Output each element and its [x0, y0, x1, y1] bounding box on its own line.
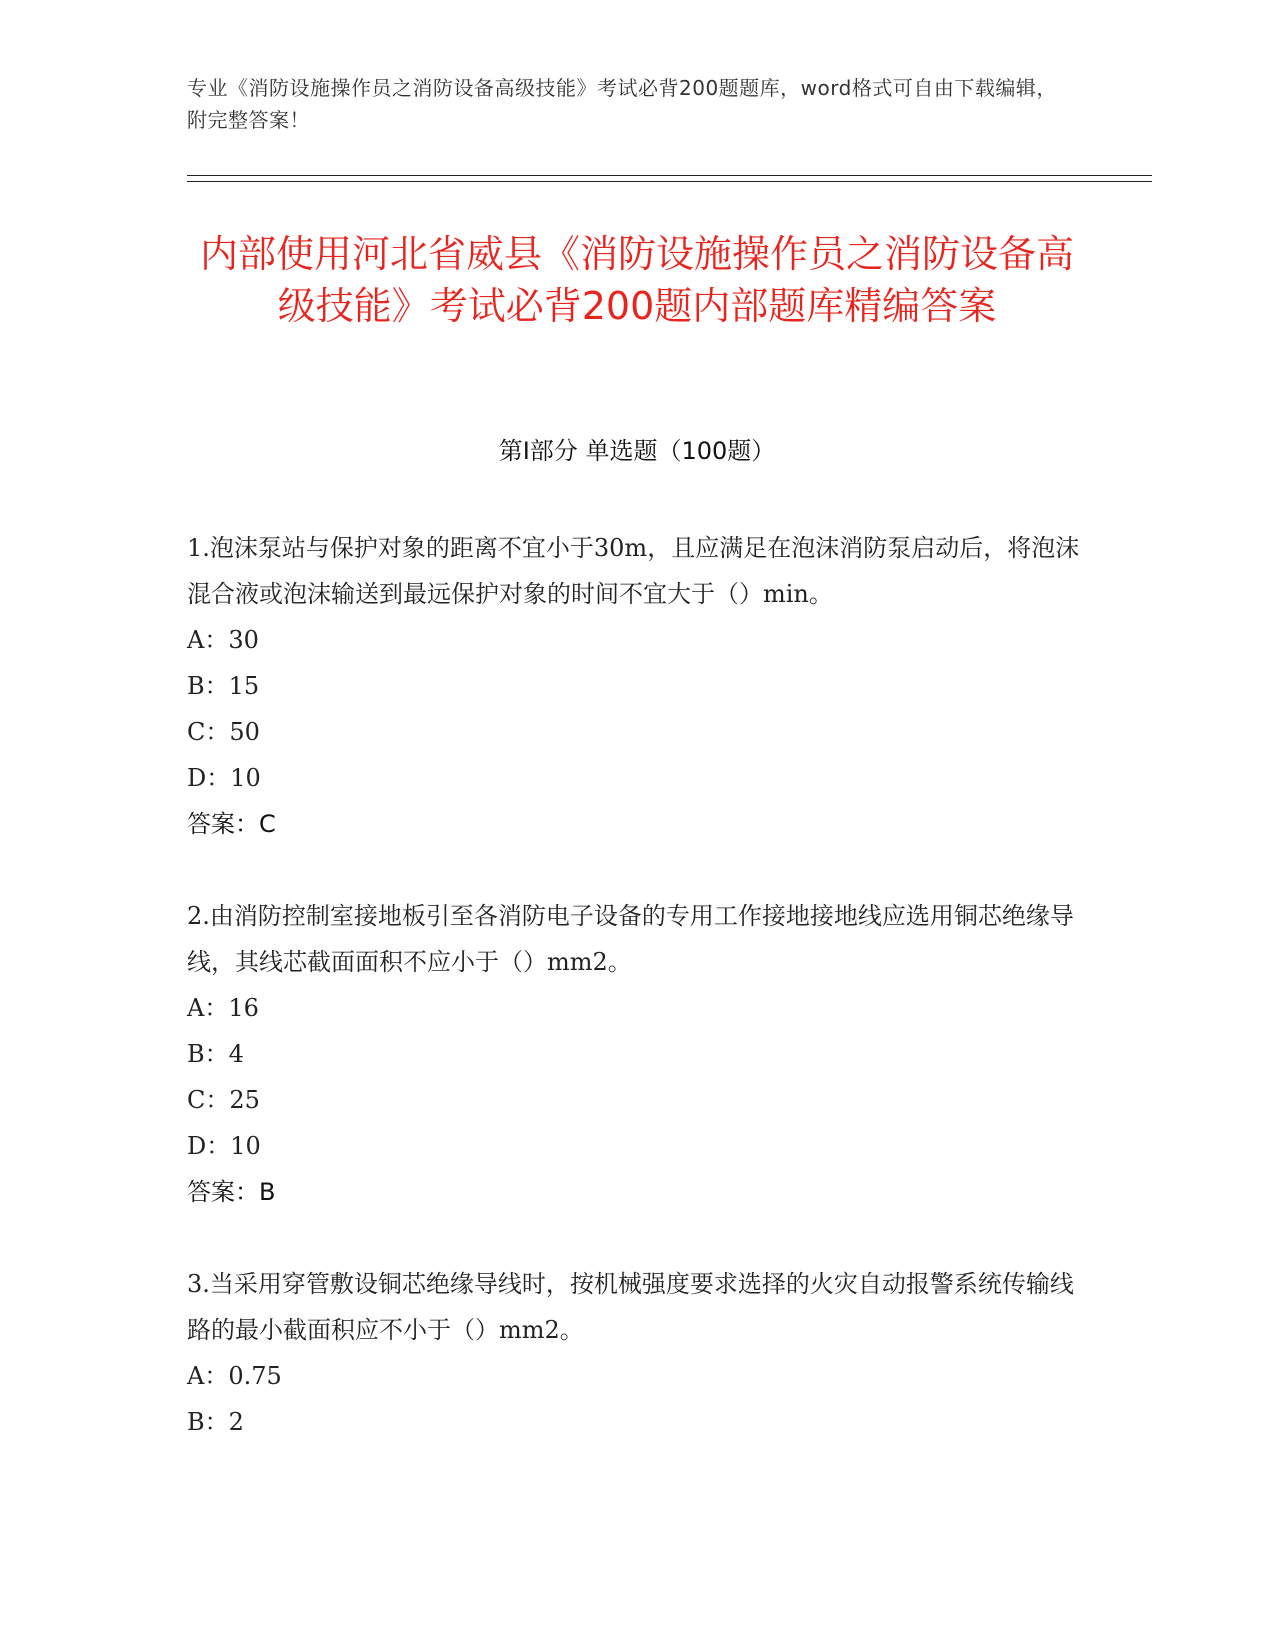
question-spacer	[187, 847, 1087, 893]
option-d: D：10	[187, 764, 261, 792]
option-a: A：16	[187, 994, 259, 1022]
section-heading: 第Ⅰ部分 单选题（100题）	[498, 437, 776, 465]
header-rule-top	[187, 175, 1152, 176]
option-c: C：50	[187, 718, 260, 746]
option-d: D：10	[187, 1132, 261, 1160]
option-c: C：25	[187, 1086, 260, 1114]
header-rule-bottom	[187, 181, 1152, 182]
question-1	[187, 525, 1087, 847]
option-a: A：0.75	[187, 1362, 282, 1390]
option-b: B：2	[187, 1408, 244, 1436]
header-note: 专业《消防设施操作员之消防设备高级技能》考试必背200题题库，word格式可自由下载编辑，附完整答案！	[187, 76, 1057, 132]
option-a: A：30	[187, 626, 259, 654]
question-stem: 1.泡沫泵站与保护对象的距离不宜小于30m，且应满足在泡沫消防泵启动后，将泡沫混合液或泡沫输送到最远保护对象的时间不宜大于（）min。	[187, 534, 1080, 608]
question-3	[187, 1261, 1087, 1445]
question-2	[187, 893, 1087, 1215]
question-list	[187, 525, 1087, 1445]
answer: 答案：B	[187, 1178, 276, 1206]
document-title: 内部使用河北省威县《消防设施操作员之消防设备高级技能》考试必背200题内部题库精编答案	[199, 232, 1074, 328]
question-stem: 2.由消防控制室接地板引至各消防电子设备的专用工作接地接地线应选用铜芯绝缘导线，其线芯截面面积不应小于（）mm2。	[187, 902, 1074, 976]
answer: 答案：C	[187, 810, 276, 838]
option-b: B：15	[187, 672, 260, 700]
option-b: B：4	[187, 1040, 244, 1068]
question-spacer	[187, 1215, 1087, 1261]
question-stem: 3.当采用穿管敷设铜芯绝缘导线时，按机械强度要求选择的火灾自动报警系统传输线路的最小截面积应不小于（）mm2。	[187, 1270, 1074, 1344]
